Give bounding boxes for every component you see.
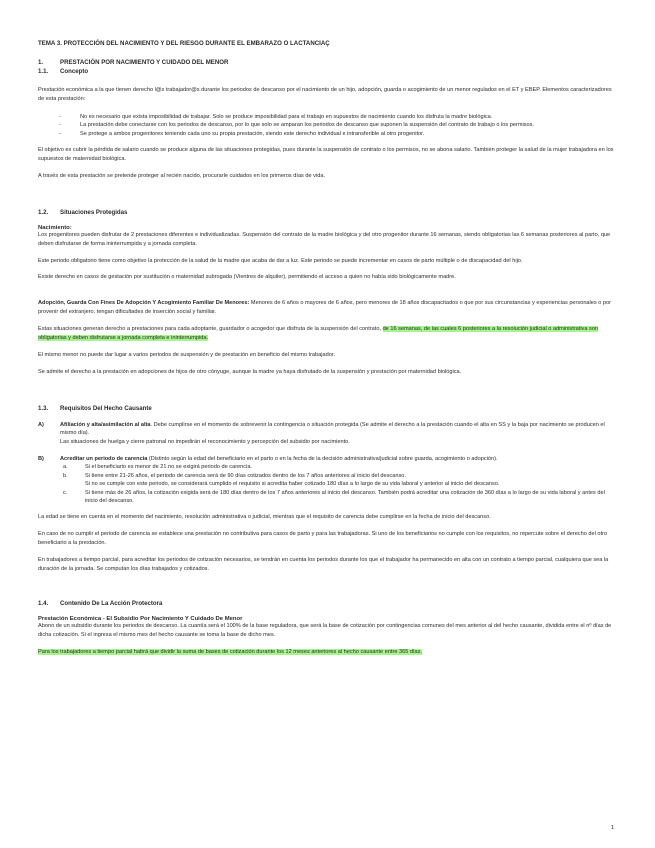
highlighted-text: de 16 semanas, de las cuales 6 posteriores a la resolución judicial o administrativa son obligatorias y deben disfrutarse a jornada completa e ininterrumpida. <box>38 326 599 342</box>
list-item: - No es necesario que exista imposibilidad de trabajar. Solo se produce imposibilidad para el trabajo en supuestos de nacimiento cuando los disfruta la madre biológica. <box>59 113 493 120</box>
paragraph: Se admite el derecho a la prestación en adopciones de hijos de otro cónyuge, aunque la madre ya haya disfrutado de la suspensión y prestación por maternidad biológica. <box>38 368 462 375</box>
item-label: b. <box>63 472 68 479</box>
sub-item <box>38 463 617 471</box>
item-text: Las situaciones de huelga y cierre patronal no impedirán el reconocimiento y percepción del subsidio por nacimiento. <box>60 438 350 445</box>
paragraph-adopcion <box>38 299 617 317</box>
section-number: 1.1. <box>38 68 49 75</box>
list-item: - Se protege a ambos progenitores teniendo cada uno su propia prestación, siendo este derecho individual e intransferible al otro progenitor. <box>59 130 425 137</box>
item-label: a. <box>63 464 68 471</box>
item-text: Si tiene más de 26 años, la cotización exigida será de 180 días dentro de los 7 años anteriores al inicio del descanso. También podrá acreditar una cotización de 360 días a lo largo de su vida laboral y antes del inicio del descanso. <box>85 489 605 505</box>
item-text: Si el beneficiario es menor de 21 no se exigirá periodo de carencia. <box>85 464 252 471</box>
list-item-text: No es necesario que exista imposibilidad de trabajar. Solo se produce imposibilidad para el trabajo en supuestos de nacimiento cuando los disfruta la madre biológica. <box>80 113 493 120</box>
item-text: Si tiene entre 21-26 años, el periodo de carencia será de 90 días cotizados dentro de los 7 años anteriores al inicio del descanso. <box>85 472 406 479</box>
section-title: Concepto <box>60 68 89 75</box>
paragraph: El objetivo es cubrir la pérdida de salario cuando se produce alguna de las situaciones protegidas, pues durante la suspensión de contrato o los permisos, no se abona salario. También proteger la salud de la mujer trabajadora en los supuestos de maternidad biológica. <box>38 147 614 162</box>
paragraph-text: Menores de 6 años o mayores de 6 años, pero menores de 18 años discapacitados o que por sus circunstancias y experiencias personales o por provenir del extranjero, tengan dificultades de inserción social y familiar. <box>38 300 611 316</box>
paragraph-text: Estas situaciones generan derecho a prestaciones para cada adoptante, guardador o acogedor que disfruta de la suspensión del contrato, <box>38 326 383 333</box>
requirement-b <box>38 455 617 463</box>
subheading-subsidio: Prestación Económica - El Subsidio Por Nacimiento Y Cuidado De Menor <box>38 616 243 622</box>
section-title: Contenido De La Acción Protectora <box>60 600 163 607</box>
paragraph: La edad se tiene en cuenta en el momento del nacimiento, resolución administrativa o judicial, mientras que el requisito de carencia debe cumplirse en la fecha de inicio del descanso. <box>38 514 491 521</box>
section-1-heading <box>38 59 617 66</box>
paragraph: Existe derecho en casos de gestación por sustitución o maternidad subrogada (Vientres de alquiler), permitiendo el acceso a quien no había sido biológicamente madre. <box>38 274 456 281</box>
item-title: Acreditar un periodo de carencia <box>60 456 148 463</box>
list-item: - La prestación debe conectarse con los periodos de descanso, por lo que solo se amparan los periodos de descanso que suponen la suspensión del contrato de trabajo o los permisos. <box>59 122 535 129</box>
section-1-3-heading <box>38 405 617 412</box>
paragraph <box>38 648 617 657</box>
paragraph: En trabajadores a tiempo parcial, para acreditar los periodos de cotización necesarios, se tendrán en cuenta los periodos durante los que el trabajador ha permanecido en alta con un contrato a tiempo parcial, cualquiera que sea la duración de la jornada. Se computan los días trabajados y cotizados. <box>38 557 609 573</box>
requirement-a <box>38 421 617 446</box>
section-1-2-heading <box>38 209 617 216</box>
item-label: c. <box>63 489 68 496</box>
section-1-4-heading <box>38 600 617 607</box>
paragraph: Prestación económica a la que tienen derecho l@s trabajador@s durante los periodos de descanso por el nacimiento de un hijo, adopción, guarda o acogimiento de un menor regulados en el ET y EBEP. Elementos caracterizadores de esta prestación: <box>38 87 612 102</box>
section-title: Situaciones Protegidas <box>60 208 128 216</box>
paragraph: A través de esta prestación se pretende proteger al recién nacido, procurarle cuidados en los primeros días de vida. <box>38 172 325 179</box>
sub-item <box>38 472 617 489</box>
paragraph: Los progenitores pueden disfrutar de 2 prestaciones diferentes e individualizadas. Suspensión del contrato de la madre biológica y del otro progenitor durante 16 semanas, siendo obligatorias las 6 semanas posteriores al parto, que deben disfrutarse de forma ininterrumpida y a jornada completa. <box>38 231 611 247</box>
list-item-text: Se protege a ambos progenitores teniendo cada uno su propia prestación, siendo este derecho individual e intransferible al otro progenitor. <box>80 130 425 137</box>
item-text: . Debe cumplirse en el momento de sobrevenir la contingencia o situación protegida (Se admite el derecho a la prestación cuando el alta en SS y la baja por nacimiento se producen el mismo día). <box>60 421 605 437</box>
item-label: A) <box>38 421 44 428</box>
section-number: 1.3. <box>38 404 49 412</box>
sub-item <box>38 489 617 506</box>
highlighted-text: Para los trabajadores a tiempo parcial habrá que dividir la suma de bases de cotización durante los 12 meses anteriores al hecho causante entre 365 días. <box>38 648 423 655</box>
section-title: Requisitos Del Hecho Causante <box>60 404 152 412</box>
paragraph <box>38 325 617 343</box>
section-number: 1. <box>38 59 44 66</box>
section-number: 1.2. <box>38 208 49 216</box>
item-text: (Distinto según la edad del beneficiario en el parto o en la fecha de la decisión administrativa/judicial sobre guarda, acogimiento o adopción). <box>147 456 498 463</box>
item-text: Si no se cumple con este periodo, se considerará cumplido el requisito si acredita haber cotizado 180 días a lo largo de su vida laboral y anterior al inicio del descanso. <box>85 481 500 488</box>
item-title: Afiliación y alta/asimilación al alta <box>60 421 151 428</box>
subheading-nacimiento: Nacimiento: <box>38 224 72 231</box>
item-label: B) <box>38 456 44 463</box>
subheading-adopcion: Adopción, Guarda Con Fines De Adopción Y Acogimiento Familiar De Menores: <box>38 300 250 307</box>
paragraph: El mismo menor no puede dar lugar a varios periodos de suspensión y de prestación en beneficio del mismo trabajador. <box>38 352 335 358</box>
section-number: 1.4. <box>38 600 49 607</box>
paragraph: Abono de un subsidio durante los periodos de descanso. La cuantía será el 100% de la base reguladora, que será la base de cotización por contingencias comunes del mes anterior al del hecho causante, dividida entre el nº días de dicha cotización. Si el ingresa el mismo mes del hecho causante se toma la base de dicho mes. <box>38 623 612 638</box>
section-1-1-heading <box>38 68 617 75</box>
page-number: 1 <box>611 825 615 831</box>
bullet-list <box>38 113 617 138</box>
list-item-text: La prestación debe conectarse con los periodos de descanso, por lo que solo se amparan los periodos de descanso que suponen la suspensión del contrato de trabajo o los permisos. <box>80 122 535 129</box>
paragraph: Este periodo obligatorio tiene como objetivo la protección de la salud de la madre que acaba de dar a luz. Este periodo se puede incrementar en casos de parto múltiple o de discapacidad del hijo. <box>38 257 523 264</box>
document-title: TEMA 3. PROTECCIÓN DEL NACIMIENTO Y DEL RIESGO DURANTE EL EMBARAZO O LACTANCIAÇ <box>38 40 330 47</box>
paragraph: En caso de no cumplir el periodo de carencia se establece una prestación no contributiva para casos de parto y para las trabajadoras. Si uno de los beneficiarios no cumple con los requisitos, no repercute sobre el derecho del otro beneficiario a la prestación. <box>38 531 608 547</box>
section-title: PRESTACIÓN POR NACIMIENTO Y CUIDADO DEL MENOR <box>60 59 229 66</box>
